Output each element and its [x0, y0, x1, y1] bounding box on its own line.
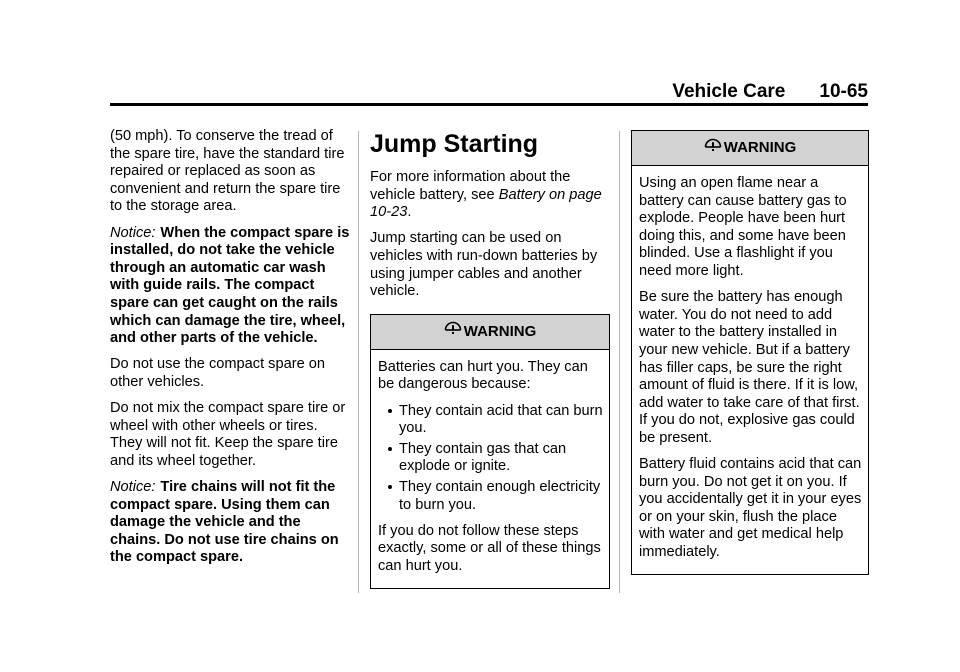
warning-header	[632, 131, 868, 166]
page-header	[110, 80, 868, 104]
header-rule	[110, 103, 868, 106]
list-item-text: They contain enough electricity to burn you.	[399, 478, 601, 513]
bullet-icon	[388, 447, 392, 451]
notice-label: Notice:	[110, 479, 156, 496]
warning-header	[371, 315, 609, 350]
notice-text: When the compact spare is installed, do not take the vehicle through an automatic car wash with guide rails. The compact spare can get caught on the rails which can damage the tire, wheel, and other parts of the vehicle.	[110, 224, 350, 347]
warning-box	[631, 130, 869, 575]
column-1	[110, 128, 350, 576]
warning-body	[371, 350, 609, 588]
paragraph: (50 mph). To conserve the tread of the spare tire, have the standard tire repaired or replaced as soon as convenient and return the spare tire to the storage area.	[110, 128, 345, 215]
page-number: 10-65	[819, 81, 868, 102]
warning-body	[632, 166, 868, 574]
warning-title: WARNING	[723, 139, 797, 157]
column-divider	[619, 131, 620, 593]
list-item-text: They contain acid that can burn you.	[399, 402, 603, 437]
section-title: Vehicle Care	[672, 81, 786, 102]
column-divider	[358, 131, 359, 593]
section-heading: Jump Starting	[370, 130, 539, 158]
paragraph: Do not mix the compact spare tire or wheel with other wheels or tires. They will not fit. Keep the spare tire and its wheel together.	[110, 400, 346, 469]
bullet-icon	[388, 485, 392, 489]
paragraph-text: For more information about the vehicle battery, see	[370, 169, 571, 203]
warning-icon	[444, 321, 462, 339]
paragraph-end: .	[407, 204, 412, 221]
column-2	[370, 129, 610, 589]
paragraph: Be sure the battery has enough water. You do not need to add water to the battery installed in your new vehicle. But if a battery has filler caps, be sure the right amount of fluid is there. If it is low, add water to take care of that first. If you do not, explosive gas could be present.	[639, 289, 860, 446]
paragraph: Battery fluid contains acid that can burn you. Do not get it on you. If you accidentally get it in your eyes or on your skin, flush the place with water and get medical help immediately.	[639, 456, 862, 561]
list-item-text: They contain gas that can explode or ignite.	[399, 440, 567, 475]
notice-text: Tire chains will not fit the compact spare. Using them can damage the vehicle and the chains. Do not use tire chains on the compact spare.	[110, 479, 339, 566]
cross-reference-link[interactable]: Battery on page 10-23	[370, 186, 602, 221]
paragraph: Using an open flame near a battery can cause battery gas to explode. People have been hurt doing this, and some have been blinded. Use a flashlight if you need more light.	[639, 175, 847, 279]
warning-box	[370, 314, 610, 589]
notice	[110, 479, 350, 567]
paragraph: Do not use the compact spare on other vehicles.	[110, 356, 325, 390]
paragraph: Jump starting can be used on vehicles with run-down batteries by using jumper cables and another vehicle.	[370, 230, 598, 300]
notice	[110, 225, 350, 348]
list-item	[388, 403, 603, 438]
warning-outro: If you do not follow these steps exactly, some or all of these things can hurt you.	[378, 522, 601, 574]
column-3	[631, 130, 869, 575]
bullet-icon	[388, 409, 392, 413]
paragraph	[370, 169, 610, 222]
notice-label: Notice:	[110, 224, 156, 241]
warning-icon	[704, 138, 722, 156]
list-item	[388, 441, 603, 476]
list-item	[388, 479, 603, 514]
warning-title: WARNING	[463, 322, 537, 340]
warning-intro: Batteries can hurt you. They can be dangerous because:	[378, 358, 588, 393]
warning-bullet-list	[378, 403, 603, 515]
